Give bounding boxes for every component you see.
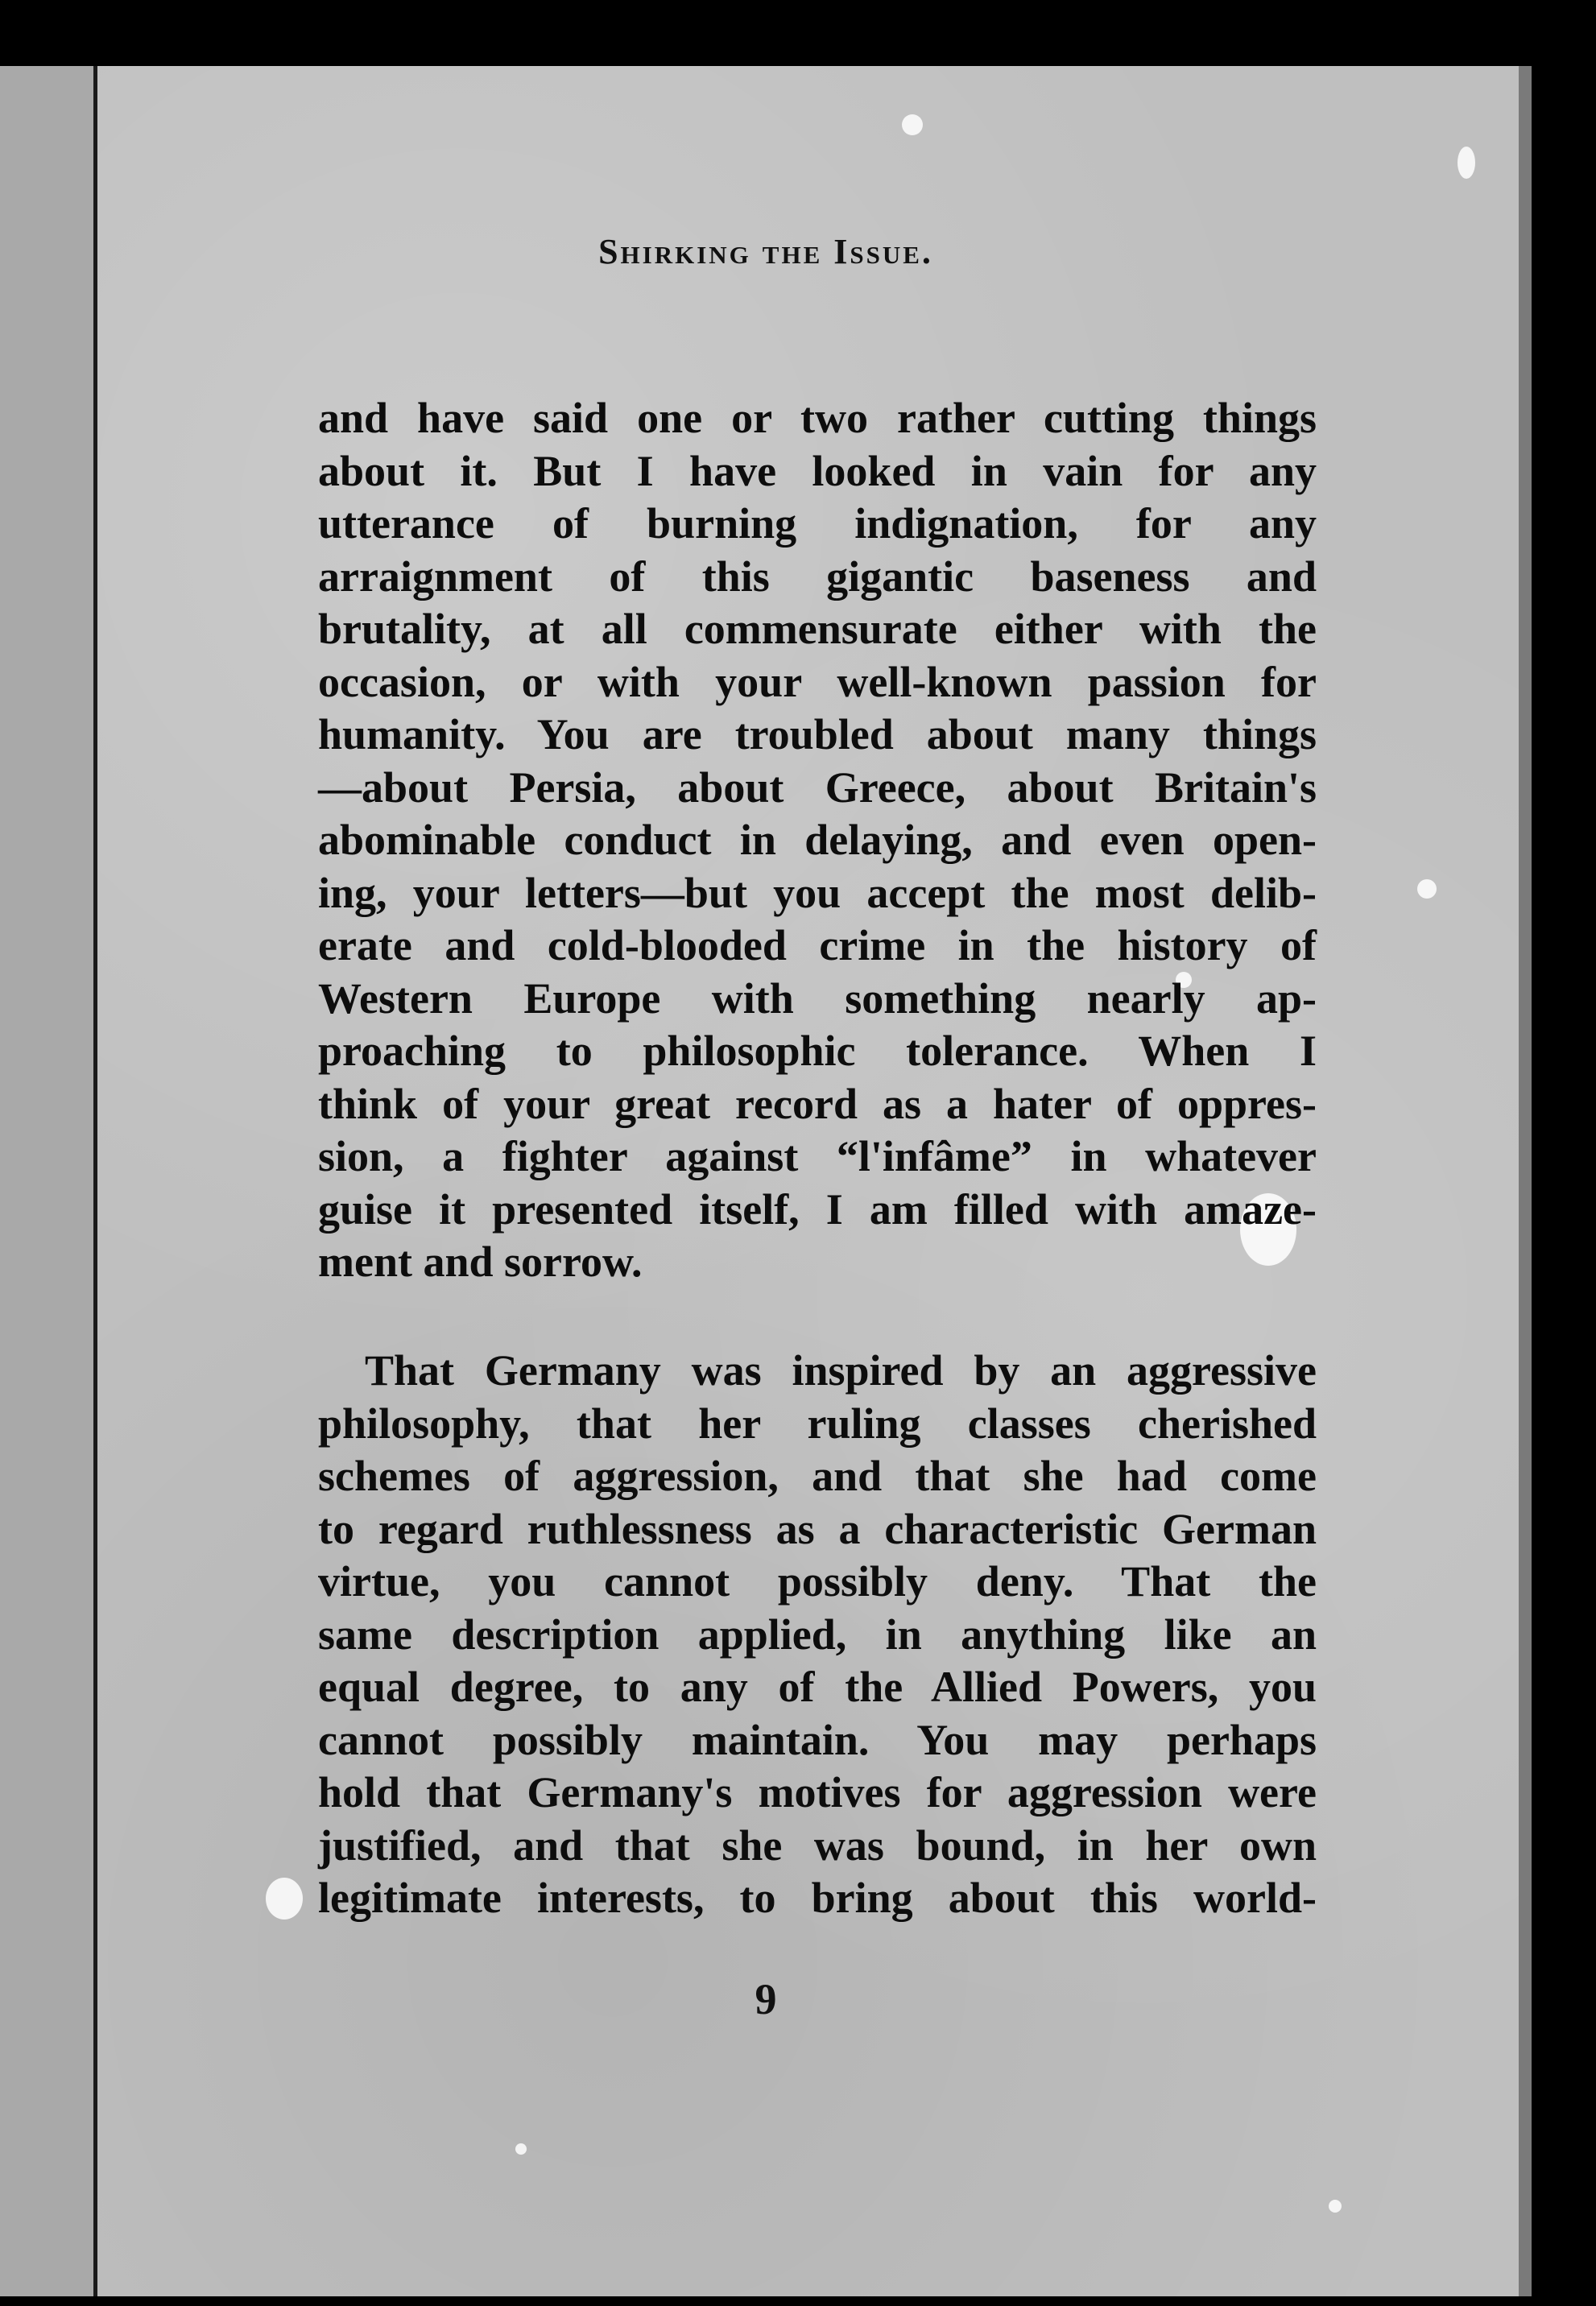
text-line: Western Europe with something nearly ap- [318, 973, 1317, 1023]
text-line: utterance of burning indignation, for any [318, 499, 1317, 548]
text-line: ing, your letters—but you accept the most delib- [318, 868, 1317, 917]
page-number: 9 [755, 1975, 777, 2023]
scan-speck [1417, 879, 1437, 899]
text-line: same description applied, in anything like an [318, 1610, 1317, 1659]
text-line: erate and cold-blooded crime in the history of [318, 921, 1317, 969]
text-line: schemes of aggression, and that she had come [318, 1452, 1317, 1500]
text-line: and have said one or two rather cutting things [318, 394, 1317, 442]
text-line: legitimate interests, to bring about this world- [318, 1874, 1317, 1922]
text-line: philosophy, that her ruling classes cherished [318, 1399, 1317, 1448]
text-line: abominable conduct in delaying, and even open- [318, 816, 1317, 864]
text-line: equal degree, to any of the Allied Powers, you [318, 1663, 1317, 1711]
binding-line [93, 66, 97, 2296]
text-line: brutality, at all commensurate either with the [318, 605, 1317, 653]
text-line: virtue, you cannot possibly deny. That the [318, 1557, 1317, 1606]
text-line: proaching to philosophic tolerance. When I [318, 1027, 1317, 1075]
text-line: arraignment of this gigantic baseness and [318, 552, 1317, 601]
scan-speck [902, 114, 923, 135]
page-edge [1519, 66, 1532, 2296]
paragraph-2 [318, 1345, 1317, 1925]
text-line: cannot possibly maintain. You may perhaps [318, 1715, 1317, 1764]
book-page [0, 66, 1532, 2296]
text-line: hold that Germany's motives for aggression were [318, 1768, 1317, 1816]
left-margin [0, 66, 93, 2296]
scan-speck [266, 1878, 303, 1920]
text-line: guise it presented itself, I am filled with amaze- [318, 1184, 1317, 1234]
text-line: occasion, or with your well-known passion for [318, 657, 1317, 706]
paragraph-1 [318, 392, 1317, 1289]
text-line: about it. But I have looked in vain for any [318, 446, 1317, 495]
scan-speck [515, 2143, 527, 2155]
text-line: justified, and that she was bound, in her own [318, 1820, 1317, 1870]
scan-speck [1457, 147, 1475, 179]
text-line: think of your great record as a hater of oppres- [318, 1079, 1317, 1128]
running-head: Shirking the Issue. [598, 232, 933, 271]
text-line: to regard ruthlessness as a characteristic German [318, 1504, 1317, 1553]
text-line: ment and sorrow. [318, 1238, 643, 1286]
text-line: —about Persia, about Greece, about Britain's [318, 762, 1317, 812]
text-line: sion, a fighter against “l'infâme” in whatever [318, 1132, 1317, 1180]
text-line: humanity. You are troubled about many things [318, 710, 1317, 758]
text-line: That Germany was inspired by an aggressive [365, 1346, 1317, 1395]
scan-speck [1329, 2200, 1342, 2213]
